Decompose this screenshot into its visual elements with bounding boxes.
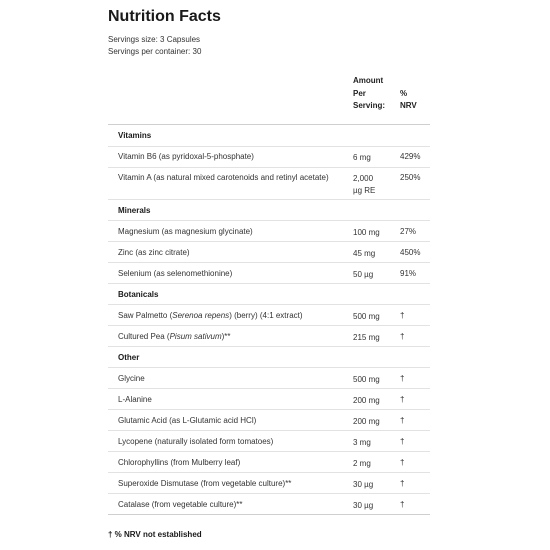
nutrient-nrv: † bbox=[400, 311, 405, 320]
amount-per-serving-header: Amount Per Serving: bbox=[353, 76, 386, 110]
servings-size: Servings size: 3 Capsules bbox=[108, 35, 201, 44]
nrv-header: % NRV bbox=[400, 88, 417, 110]
nutrient-name: Glutamic Acid (as L-Glutamic acid HCl) bbox=[118, 416, 257, 425]
row-divider bbox=[108, 304, 430, 305]
nrv-footnote: † % NRV not established bbox=[108, 530, 202, 539]
nutrient-nrv: 429% bbox=[400, 152, 421, 161]
row-divider bbox=[108, 325, 430, 326]
nutrient-amount: 2 mg bbox=[353, 459, 371, 468]
nutrient-amount: 30 µg bbox=[353, 480, 374, 489]
row-divider bbox=[108, 146, 430, 147]
nutrient-name: Glycine bbox=[118, 374, 145, 383]
nutrient-amount: 100 mg bbox=[353, 228, 380, 237]
nutrient-amount: 215 mg bbox=[353, 333, 380, 342]
nutrient-name: Vitamin B6 (as pyridoxal-5-phosphate) bbox=[118, 152, 254, 161]
row-divider bbox=[108, 220, 430, 221]
table-bottom-divider bbox=[108, 514, 430, 515]
nutrient-nrv: † bbox=[400, 458, 405, 467]
nutrient-name: Selenium (as selenomethionine) bbox=[118, 269, 233, 278]
row-divider bbox=[108, 167, 430, 168]
nutrient-name: Superoxide Dismutase (from vegetable culture)** bbox=[118, 479, 292, 488]
nutrient-name: Chlorophyllins (from Mulberry leaf) bbox=[118, 458, 241, 467]
nutrient-nrv: 91% bbox=[400, 269, 417, 278]
nutrient-name: L-Alanine bbox=[118, 395, 152, 404]
nutrient-nrv: 450% bbox=[400, 248, 421, 257]
nutrient-amount: 6 mg bbox=[353, 153, 371, 162]
nutrient-name: Lycopene (naturally isolated form tomatoes) bbox=[118, 437, 274, 446]
section-label: Minerals bbox=[118, 206, 151, 215]
row-divider bbox=[108, 241, 430, 242]
nutrient-amount: 200 mg bbox=[353, 417, 380, 426]
header-divider bbox=[108, 124, 430, 125]
nutrient-amount: 3 mg bbox=[353, 438, 371, 447]
row-divider bbox=[108, 493, 430, 494]
nutrient-nrv: † bbox=[400, 500, 405, 509]
nutrient-name: Magnesium (as magnesium glycinate) bbox=[118, 227, 253, 236]
nutrient-name: Zinc (as zinc citrate) bbox=[118, 248, 190, 257]
nutrient-amount: 200 mg bbox=[353, 396, 380, 405]
row-divider bbox=[108, 472, 430, 473]
row-divider bbox=[108, 451, 430, 452]
section-label: Vitamins bbox=[118, 131, 152, 140]
nutrient-name: Saw Palmetto (Serenoa repens) (berry) (4:1 extract) bbox=[118, 311, 303, 320]
servings-per-container: Servings per container: 30 bbox=[108, 47, 202, 56]
row-divider bbox=[108, 367, 430, 368]
nutrient-amount: 45 mg bbox=[353, 249, 376, 258]
nutrient-nrv: 250% bbox=[400, 173, 421, 182]
nutrient-nrv: † bbox=[400, 479, 405, 488]
row-divider bbox=[108, 283, 430, 284]
row-divider bbox=[108, 409, 430, 410]
nutrient-amount: 30 µg bbox=[353, 501, 374, 510]
row-divider bbox=[108, 346, 430, 347]
nutrient-name: Cultured Pea (Pisum sativum)** bbox=[118, 332, 231, 341]
nutrient-name: Vitamin A (as natural mixed carotenoids and retinyl acetate) bbox=[118, 173, 329, 182]
nutrient-nrv: † bbox=[400, 416, 405, 425]
row-divider bbox=[108, 430, 430, 431]
section-label: Other bbox=[118, 353, 140, 362]
nutrient-nrv: † bbox=[400, 374, 405, 383]
nutrient-amount: 2,000 µg RE bbox=[353, 174, 376, 195]
nutrient-amount: 50 µg bbox=[353, 270, 374, 279]
section-label: Botanicals bbox=[118, 290, 159, 299]
nutrient-amount: 500 mg bbox=[353, 312, 380, 321]
nutrient-nrv: † bbox=[400, 395, 405, 404]
nutrient-name: Catalase (from vegetable culture)** bbox=[118, 500, 243, 509]
row-divider bbox=[108, 388, 430, 389]
nutrient-nrv: † bbox=[400, 437, 405, 446]
nutrient-nrv: 27% bbox=[400, 227, 417, 236]
row-divider bbox=[108, 199, 430, 200]
row-divider bbox=[108, 262, 430, 263]
nutrient-nrv: † bbox=[400, 332, 405, 341]
nutrient-amount: 500 mg bbox=[353, 375, 380, 384]
page-title: Nutrition Facts bbox=[108, 8, 221, 25]
